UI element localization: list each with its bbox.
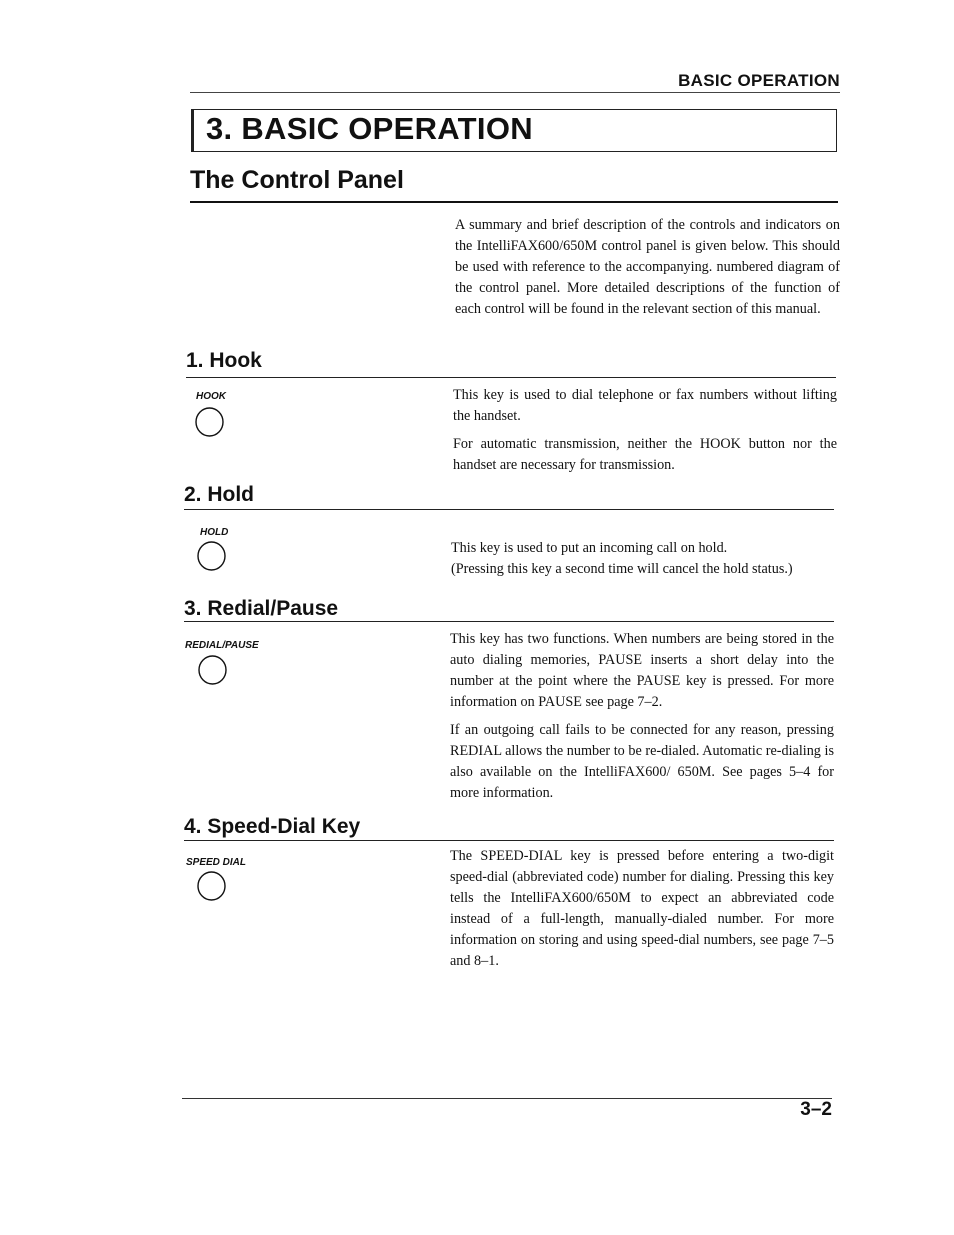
control-heading-hold: 2. Hold	[184, 483, 255, 506]
chapter-title-box	[191, 109, 837, 152]
round-key-icon	[197, 654, 229, 686]
redial-pause-key-label: REDIAL/PAUSE	[185, 640, 259, 651]
control-description-redial-pause	[450, 629, 834, 811]
footer-rule	[182, 1098, 832, 1099]
control-heading-redial-pause: 3. Redial/Pause	[184, 597, 339, 620]
control-description-speed-dial	[450, 846, 834, 979]
control-heading-speed-dial: 4. Speed-Dial Key	[184, 815, 361, 838]
round-key-icon	[196, 540, 228, 572]
speed-dial-key-label: SPEED DIAL	[186, 857, 247, 868]
description-paragraph: This key has two functions. When numbers are being stored in the auto dialing memories, PAUSE inserts a short delay into the number at the point where the PAUSE key is pressed. For more information on PAUSE see page 7–2.	[450, 631, 834, 710]
control-rule	[184, 509, 834, 510]
page-number: 3–2	[800, 1099, 832, 1120]
control-description-hook	[453, 385, 837, 483]
control-rule	[186, 377, 836, 378]
section-title: The Control Panel	[190, 166, 404, 194]
hold-key-label: HOLD	[200, 527, 229, 538]
control-rule	[184, 840, 834, 841]
section-rule	[190, 201, 838, 203]
control-description-hold	[451, 517, 835, 608]
running-header-rule	[190, 92, 840, 93]
hook-key-label: HOOK	[196, 391, 226, 402]
description-paragraph: For automatic transmission, neither the HOOK button nor the handset are necessary for transmission.	[453, 436, 837, 473]
round-key-icon	[196, 870, 228, 902]
round-key-icon	[194, 406, 226, 438]
intro-paragraph: A summary and brief description of the controls and indicators on the IntelliFAX600/650M control panel is given below. This should be used with reference to the accompanying. numbered diagram of the control panel. More detailed descriptions of the function of each control will be found in the relevant section of this manual.	[455, 217, 840, 317]
control-rule	[184, 621, 834, 622]
running-header: BASIC OPERATION	[678, 71, 840, 90]
control-heading-hook: 1. Hook	[186, 349, 262, 372]
chapter-title: 3. BASIC OPERATION	[206, 111, 533, 146]
description-paragraph: If an outgoing call fails to be connected for any reason, pressing REDIAL allows the number to be re-dialed. Automatic re-dialing is also available on the IntelliFAX600/ 650M. See pages 5–4 for more information.	[450, 722, 834, 801]
description-paragraph: This key is used to dial telephone or fax numbers without lifting the handset.	[453, 387, 837, 424]
description-paragraph: The SPEED-DIAL key is pressed before entering a two-digit speed-dial (abbreviated code) number for dialing. Pressing this key tells the IntelliFAX600/650M to expect an abbreviated code instead of a full-length, manually-dialed number. For more information on storing and using speed-dial numbers, see page 7–5 and 8–1.	[450, 848, 834, 969]
description-paragraph: This key is used to put an incoming call on hold. (Pressing this key a second time will cancel the hold status.)	[451, 540, 793, 577]
